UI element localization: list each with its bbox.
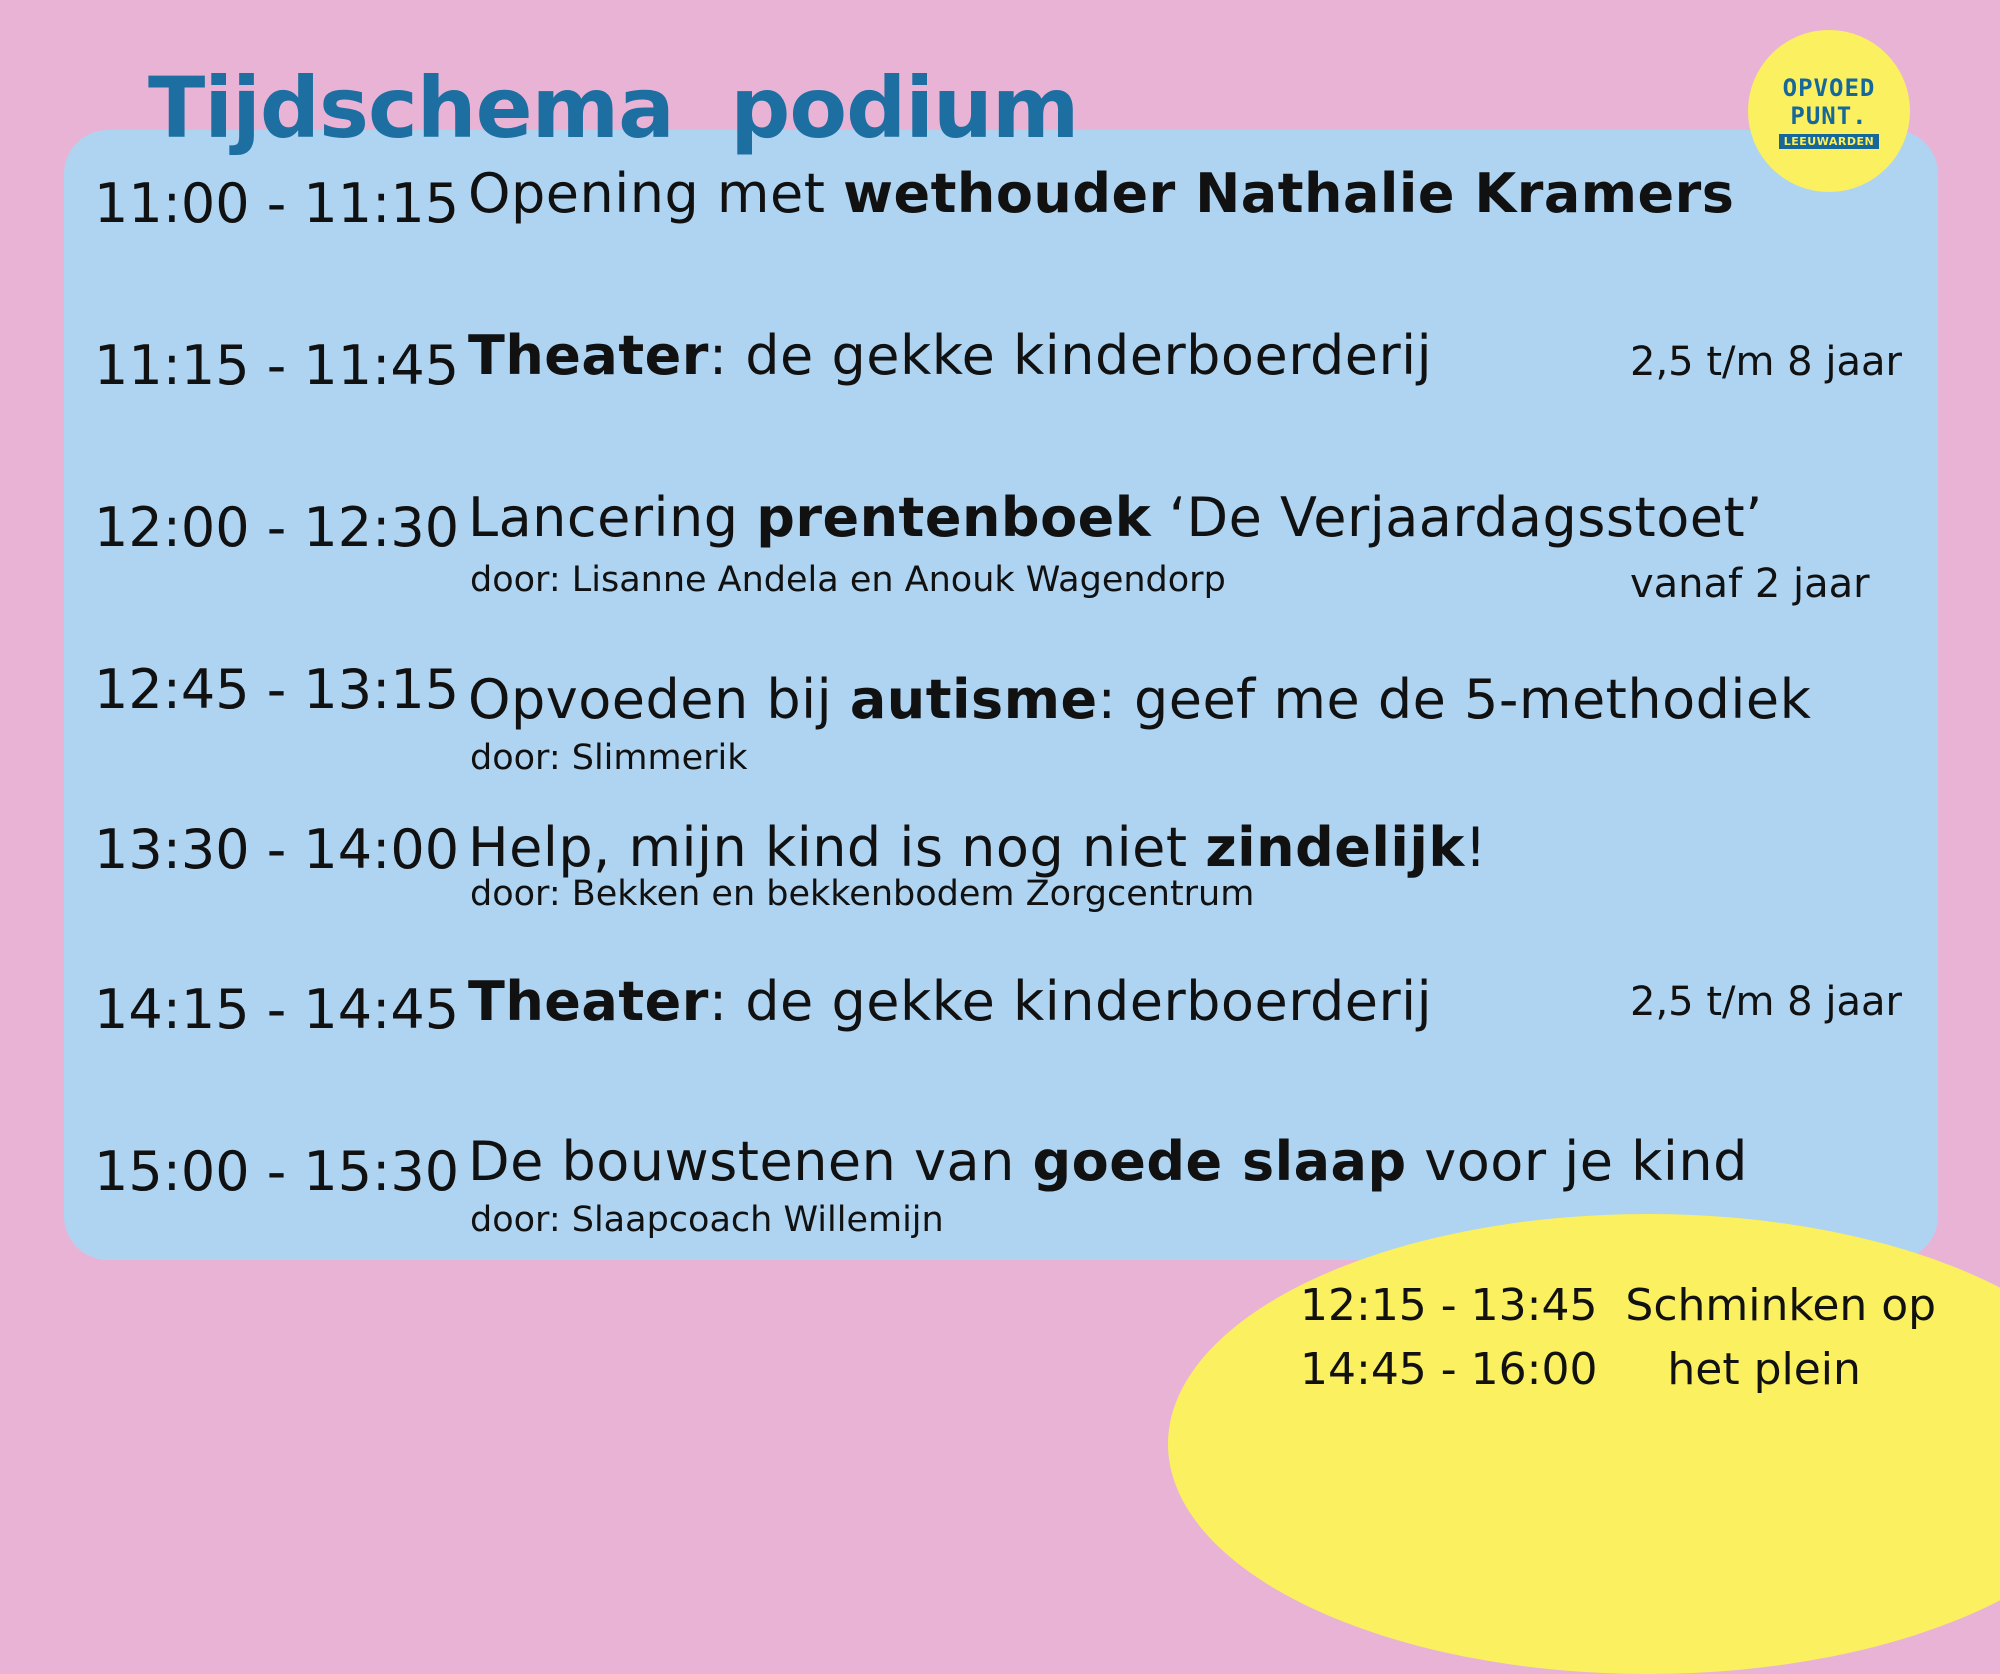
- row-activity: [468, 1130, 1748, 1194]
- activity-text: Lancering: [468, 486, 757, 549]
- face-painting-line-1: 12:15 - 13:45 Schminken op: [1300, 1280, 1937, 1331]
- row-activity: [468, 486, 1763, 550]
- row-presenter: door: Lisanne Andela en Anouk Wagendorp: [470, 560, 1226, 600]
- row-activity: [468, 816, 1487, 880]
- logo-line-1: OPVOED: [1782, 73, 1876, 102]
- logo-tag: LEEUWARDEN: [1779, 134, 1879, 149]
- activity-highlight: wethouder Nathalie Kramers: [843, 162, 1735, 225]
- activity-highlight: Theater: [468, 970, 709, 1033]
- row-presenter: door: Bekken en bekkenbodem Zorgcentrum: [470, 874, 1255, 914]
- face-painting-line-2: 14:45 - 16:00 het plein: [1300, 1344, 1861, 1395]
- logo-line-2: PUNT.: [1790, 101, 1868, 130]
- activity-text: Opening met: [468, 162, 844, 225]
- activity-text: Opvoeden bij: [468, 668, 850, 731]
- row-time: 13:30 - 14:00: [94, 818, 460, 881]
- row-time: 11:15 - 11:45: [94, 334, 460, 397]
- activity-highlight: Theater: [468, 324, 709, 387]
- page-title: Tijdschema podium: [148, 59, 1079, 157]
- activity-highlight: prentenboek: [756, 486, 1152, 549]
- activity-text: ‘De Verjaardagsstoet’: [1151, 486, 1763, 549]
- row-presenter: door: Slimmerik: [470, 738, 748, 778]
- row-presenter: door: Slaapcoach Willemijn: [470, 1200, 944, 1240]
- row-activity: [468, 162, 1734, 226]
- opvoedpunt-logo: [1748, 30, 1910, 192]
- row-time: 11:00 - 11:15: [94, 172, 460, 235]
- activity-text: : de gekke kinderboerderij: [708, 970, 1433, 1033]
- row-activity: [468, 970, 1432, 1034]
- activity-text: : de gekke kinderboerderij: [708, 324, 1433, 387]
- row-time: 12:00 - 12:30: [94, 496, 460, 559]
- activity-text: De bouwstenen van: [468, 1130, 1033, 1193]
- activity-highlight: autisme: [849, 668, 1098, 731]
- row-time: 15:00 - 15:30: [94, 1140, 460, 1203]
- age-indicator: 2,5 t/m 8 jaar: [1630, 339, 1902, 385]
- activity-text: : geef me de 5-methodiek: [1097, 668, 1812, 731]
- row-activity: [468, 668, 1811, 732]
- activity-text: Help, mijn kind is nog niet: [468, 816, 1206, 879]
- activity-text: !: [1464, 816, 1487, 879]
- row-time: 12:45 - 13:15: [94, 658, 460, 721]
- activity-highlight: zindelijk: [1205, 816, 1465, 879]
- age-indicator: vanaf 2 jaar: [1630, 561, 1870, 607]
- activity-text: voor je kind: [1406, 1130, 1748, 1193]
- row-time: 14:15 - 14:45: [94, 978, 460, 1041]
- activity-highlight: goede slaap: [1032, 1130, 1407, 1193]
- row-activity: [468, 324, 1432, 388]
- age-indicator: 2,5 t/m 8 jaar: [1630, 979, 1902, 1025]
